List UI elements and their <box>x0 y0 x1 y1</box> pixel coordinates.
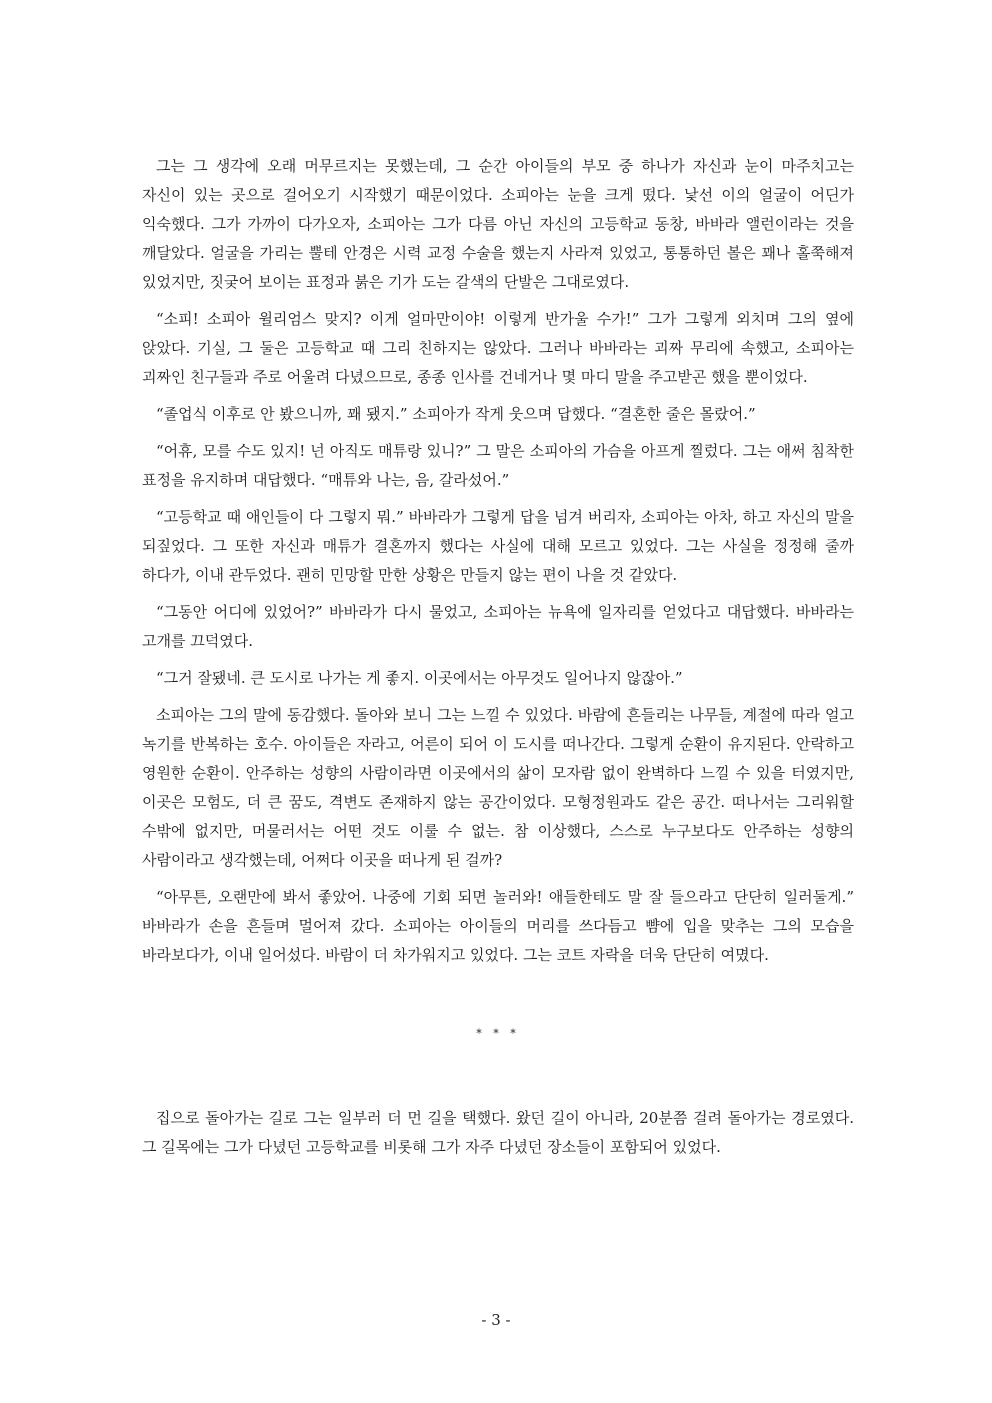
paragraph: 소피아는 그의 말에 동감했다. 돌아와 보니 그는 느낄 수 있었다. 바람에 흔들리는 나무들, 계절에 따라 얼고 녹기를 반복하는 호수. 아이들은 자라고, 어른이 되어 이 도시를 떠나간다. 그렇게 순환이 유지된다. 안락하고 영원한 순환이. 안주하는 성향의 사람이라면 이곳에서의 삶이 모자람 없이 완벽하다 느낄 수 있을 터였지만, 이곳은 모험도, 더 큰 꿈도, 격변도 존재하지 않는 공간이었다. 모형정원과도 같은 공간. 떠나서는 그리워할 수밖에 없지만, 머물러서는 어떤 것도 이룰 수 없는. 참 이상했다, 스스로 누구보다도 안주하는 성향의 사람이라고 생각했는데, 어쩌다 이곳을 떠나게 된 걸까? <box>142 706 854 869</box>
section-separator: * * * <box>476 1027 520 1040</box>
paragraph: “그거 잘됐네. 큰 도시로 나가는 게 좋지. 이곳에서는 아무것도 일어나지 않잖아.” <box>156 669 683 687</box>
document-page <box>142 152 854 1170</box>
paragraph: “소피! 소피아 윌리엄스 맞지? 이게 얼마만이야! 이렇게 반가울 수가!” 그가 그렇게 외치며 그의 옆에 앉았다. 기실, 그 둘은 고등학교 때 그리 친하지는 않았다. 그러나 바바라는 괴짜 무리에 속했고, 소피아는 괴짜인 친구들과 주로 어울려 다녔으므로, 종종 인사를 건네거나 몇 마디 말을 주고받곤 했을 뿐이었다. <box>142 310 854 386</box>
paragraph: “졸업식 이후로 안 봤으니까, 꽤 됐지.” 소피아가 작게 웃으며 답했다. “결혼한 줄은 몰랐어.” <box>156 405 756 423</box>
page-number: - 3 - <box>481 1311 511 1329</box>
paragraph: 그는 그 생각에 오래 머무르지는 못했는데, 그 순간 아이들의 부모 중 하나가 자신과 눈이 마주치고는 자신이 있는 곳으로 걸어오기 시작했기 때문이었다. 소피아는 눈을 크게 떴다. 낯선 이의 얼굴이 어딘가 익숙했다. 그가 가까이 다가오자, 소피아는 그가 다름 아닌 자신의 고등학교 동창, 바바라 앨런이라는 것을 깨달았다. 얼굴을 가리는 뿔테 안경은 시력 교정 수술을 했는지 사라져 있었고, 통통하던 볼은 꽤나 홀쭉해져 있었지만, 짓궂어 보이는 표정과 붉은 기가 도는 갈색의 단발은 그대로였다. <box>142 157 854 291</box>
paragraph: “아무튼, 오랜만에 봐서 좋았어. 나중에 기회 되면 놀러와! 애들한테도 말 잘 들으라고 단단히 일러둘게.” 바바라가 손을 흔들며 멀어져 갔다. 소피아는 아이들의 머리를 쓰다듬고 뺨에 입을 맞추는 그의 모습을 바라보다가, 이내 일어섰다. 바람이 더 차가워지고 있었다. 그는 코트 자락을 더욱 단단히 여몄다. <box>142 888 854 964</box>
paragraph: “그동안 어디에 있었어?” 바바라가 다시 물었고, 소피아는 뉴욕에 일자리를 얻었다고 대답했다. 바바라는 고개를 끄덕였다. <box>142 603 854 650</box>
paragraph: “고등학교 때 애인들이 다 그렇지 뭐.” 바바라가 그렇게 답을 넘겨 버리자, 소피아는 아차, 하고 자신의 말을 되짚었다. 그 또한 자신과 매튜가 결혼까지 했다는 사실에 대해 모르고 있었다. 그는 사실을 정정해 줄까 하다가, 이내 관두었다. 괜히 민망할 만한 상황은 만들지 않는 편이 나을 것 같았다. <box>142 508 854 584</box>
paragraph: 집으로 돌아가는 길로 그는 일부러 더 먼 길을 택했다. 왔던 길이 아니라, 20분쯤 걸려 돌아가는 경로였다. 그 길목에는 그가 다녔던 고등학교를 비롯해 그가 자주 다녔던 장소들이 포함되어 있었다. <box>142 1109 854 1156</box>
paragraph: “어휴, 모를 수도 있지! 넌 아직도 매튜랑 있니?” 그 말은 소피아의 가슴을 아프게 찔렀다. 그는 애써 침착한 표정을 유지하며 대답했다. “매튜와 나는, 음, 갈라섰어.” <box>142 442 854 489</box>
